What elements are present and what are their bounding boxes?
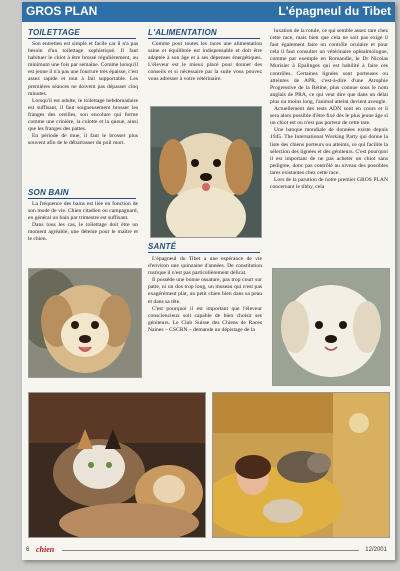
paragraph: Lors de la parution de notre premier GROS PLAN concernant le tibby, cela — [270, 176, 388, 191]
magazine-logo: chien — [36, 545, 55, 554]
bain-text — [28, 201, 138, 265]
paragraph: La fréquence des bains est liée en fonction de son mode de vie. Chien citadien ou campagnard, en général un bain par trimestre est suffisant. — [28, 201, 138, 222]
issue-date: 12/2001 — [365, 547, 387, 553]
heading-sante: SANTÉ — [148, 242, 260, 253]
toilettage-text — [28, 41, 138, 183]
page-number: 6 — [26, 547, 30, 553]
magazine-page — [22, 2, 395, 560]
footer-divider — [62, 550, 359, 551]
right-column-text — [270, 28, 388, 260]
paragraph: Dans tous les cas, le toilettage doit être un moment agréable, une détente pour le maître et le chien. — [28, 222, 138, 243]
sante-text — [148, 256, 262, 386]
section-label: GROS PLAN — [26, 4, 98, 18]
paragraph: luxation de la rotule, ce qui semble assez rare chez cette race, mais bien que cela ne soit pas exigé il faut également faire un contrôle oculaire et pour cela il faut consulter un vétérinaire ophtalmologue, comme par exemple en Romandie, le Dr Nicolas Murisier à Epalinges qui est habilité à faire ces contrôles. Certaines lignées sont porteuses ou atteintes de APR, c'est-à-dire d'une Atrophie Progressive de la Rétine, plus connue sous le nom anglais de PRA, ce qui veut dire que dans un délai plus ou moins long, l'animal atteint devient aveugle. — [270, 28, 388, 105]
article-title: L'épagneul du Tibet — [278, 4, 391, 18]
paragraph: C'est pourquoi il est important que l'éleveur consciencieux soit capable de bien choisir ses géniteurs. Le Club Suisse des Chiens de Races Naines – CSCRN – demande un dépistage de la — [148, 305, 262, 333]
puppy-portrait-photo — [28, 268, 142, 378]
paragraph: Comme pour toutes les races une alimentation saine et équilibrée est indispensable et doit être adaptée à son âge et à ses dépenses énergétiques. L'éleveur est le mieux placé pour donner des conseils et si nécessaire par la suite vous pouvez vous adresser à votre vétérinaire. — [148, 41, 262, 83]
dog-sitting-photo — [150, 106, 262, 238]
paragraph: Il possède une bonne ossature, pas trop court sur patte, ni un dos trop long, un museau qui n'est pas exagérément plat, un petit chien bien dans sa peau et dans sa tête. — [148, 277, 262, 305]
page-footer — [22, 542, 395, 558]
page-header — [22, 2, 395, 22]
paragraph: Son entretien est simple et facile car il n'a pas besoin d'un toilettage sophistiqué. Il faut habituer le chiot à être brossé régulièrement, au minimum une fois par semaine. Comme lorsqu'il est jeune il n'a pas une fourrure très épaisse, c'est assez rapide et tout à fait supportable. Les premières séances ne doivent pas dépasser cinq minutes. — [28, 41, 138, 97]
cat-and-dog-photo — [28, 392, 206, 538]
heading-toilettage: TOILETTAGE — [28, 28, 136, 39]
paragraph: En période de mue, il faut le brosser plus souvent afin de le débarrasser du poil mort. — [28, 133, 138, 147]
heading-alimentation: L'ALIMENTATION — [148, 28, 260, 39]
white-puppy-photo — [272, 268, 390, 386]
alimentation-text — [148, 41, 262, 101]
paragraph: Lorsqu'il est adulte, le toilettage hebdomadaire est suffisant, il faut soigneusement brosser les franges des oreilles, son encolure qui forme comme une crinière, la culotte et la queue, ainsi que les franges des pattes. — [28, 97, 138, 133]
paragraph: Une banque mondiale de données existe depuis 1945. The International Working Party qui donne la liste des chiens porteurs ou atteints, ce qui facilite la sélection des lignées et des géniteurs. C'est pourquoi il est important de ne pas acheter un chiot sans pedigree, donc pas contrôlé au niveau des possibles tares existantes chez cette race. — [270, 127, 388, 176]
child-with-dogs-photo — [212, 392, 390, 538]
paragraph: L'épagneul du Tibet a une espérance de vie d'environ une quinzaine d'années. De constitution rustique il n'est pas particulièrement délicat. — [148, 256, 262, 277]
paragraph: Actuellement des tests ADN sont en cours et il sera alors possible d'être fixé dès le plus jeune âge si un chiot est ou n'est pas porteur de cette tare. — [270, 106, 388, 127]
heading-son-bain: SON BAIN — [28, 188, 136, 199]
